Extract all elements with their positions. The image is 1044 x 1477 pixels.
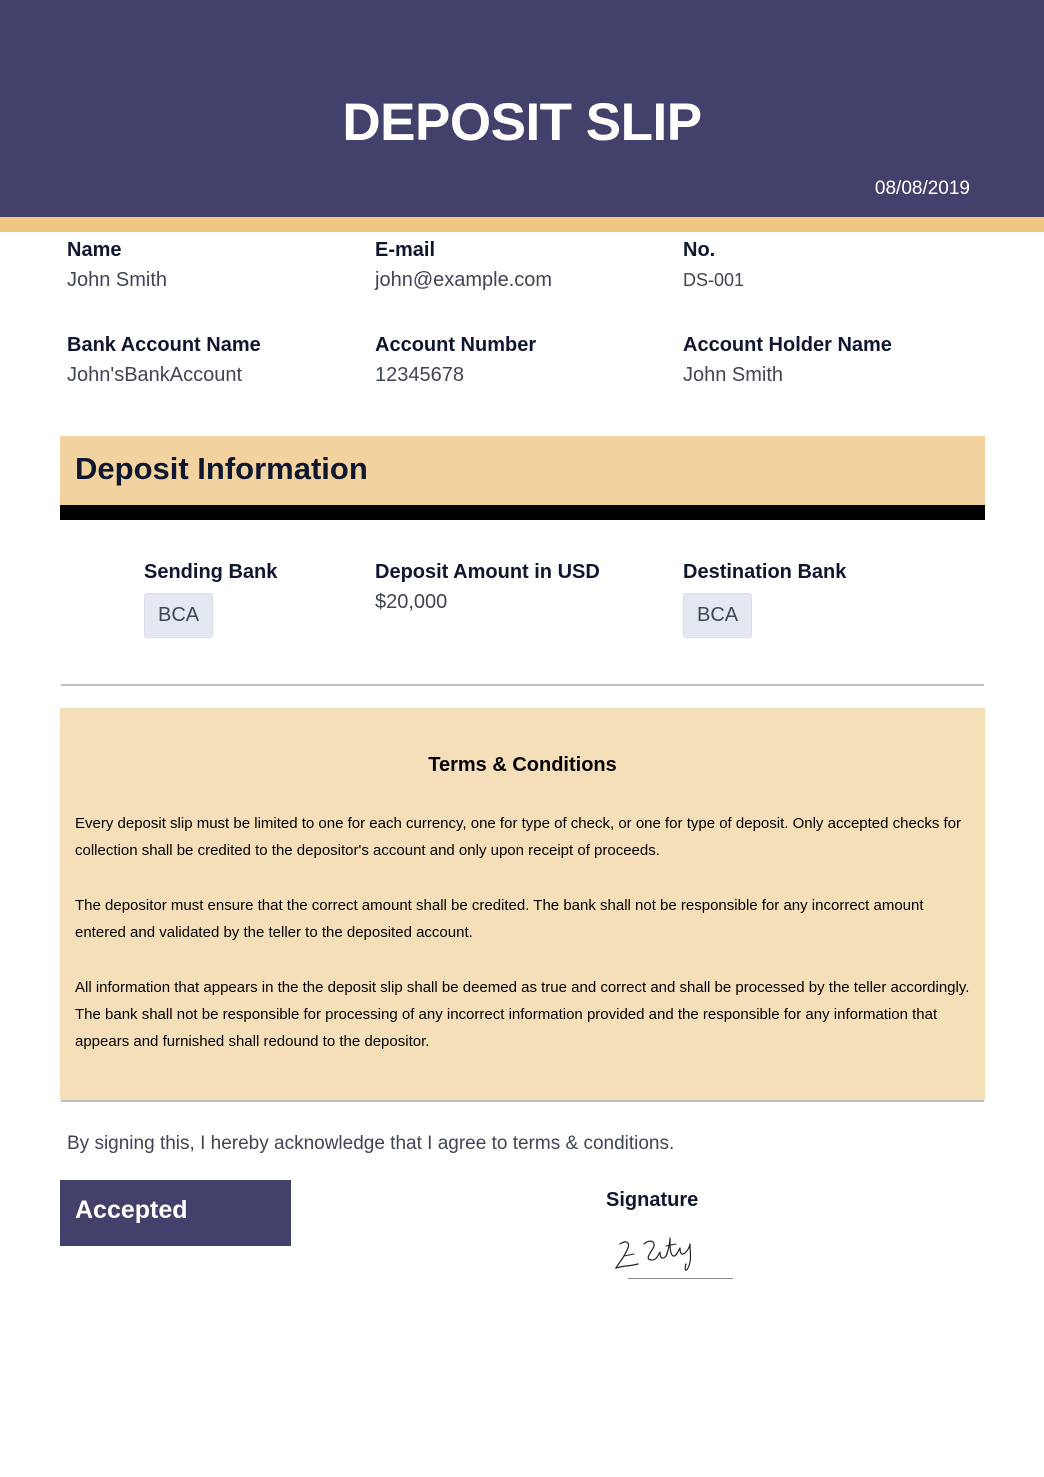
account-number-label: Account Number: [375, 334, 537, 356]
page-title: DEPOSIT SLIP: [342, 93, 702, 152]
terms-paragraph: Every deposit slip must be limited to one for each currency, one for type of check, or one for type of deposit. Only accepted checks for collection shall be credited to the depositor's account and only upon receipt of proceeds.: [75, 815, 962, 859]
sending-bank-label: Sending Bank: [144, 561, 278, 583]
destination-bank-label: Destination Bank: [683, 561, 847, 583]
deposit-amount-value: $20,000: [375, 591, 448, 613]
name-value: John Smith: [67, 269, 168, 291]
bank-account-name-field: [67, 334, 261, 387]
slip-number-field: [683, 239, 744, 291]
divider: [61, 684, 984, 686]
acknowledgement-text: By signing this, I hereby acknowledge that I agree to terms & conditions.: [67, 1133, 675, 1154]
signature-image: [612, 1230, 712, 1278]
header-banner: [0, 0, 1044, 217]
destination-bank-field: [683, 561, 846, 638]
slip-number-label: No.: [683, 239, 716, 261]
account-holder-field: [683, 334, 892, 387]
account-number-value: 12345678: [375, 364, 464, 386]
bank-account-name-label: Bank Account Name: [67, 334, 261, 356]
accent-stripe: [0, 217, 1044, 232]
terms-paragraph: The depositor must ensure that the correct amount shall be credited. The bank shall not be responsible for any incorrect amount entered and validated by the teller to the deposited account.: [75, 897, 924, 941]
deposit-section-title: Deposit Information: [75, 451, 368, 486]
email-value: john@example.com: [375, 269, 553, 291]
terms-title: Terms & Conditions: [428, 754, 617, 776]
slip-number-value: DS-001: [683, 270, 745, 290]
signature-label: Signature: [606, 1189, 699, 1211]
destination-bank-chip: BCA: [683, 593, 752, 638]
account-number-field: [375, 334, 536, 387]
account-holder-value: John Smith: [683, 364, 784, 386]
name-field: [67, 239, 167, 292]
email-label: E-mail: [375, 239, 436, 261]
email-field: [375, 239, 552, 292]
terms-box: [60, 708, 985, 1100]
accepted-status-badge: [60, 1180, 291, 1246]
terms-paragraph: All information that appears in the the deposit slip shall be deemed as true and correct and shall be processed by the teller accordingly. The bank shall not be responsible for processing of any incorrect information provided and the responsible for any information that appears and furnished shall redound to the depositor.: [75, 979, 970, 1050]
sending-bank-field: [144, 561, 277, 638]
name-label: Name: [67, 239, 122, 261]
accepted-status-label: Accepted: [75, 1196, 188, 1224]
divider: [61, 1100, 984, 1102]
signature-line: [628, 1278, 733, 1279]
section-rule: [60, 505, 985, 520]
deposit-amount-label: Deposit Amount in USD: [375, 561, 600, 583]
sending-bank-chip: BCA: [144, 593, 213, 638]
deposit-section-header: [60, 436, 985, 505]
deposit-amount-field: [375, 561, 600, 614]
account-holder-label: Account Holder Name: [683, 334, 892, 356]
bank-account-name-value: John'sBankAccount: [67, 364, 243, 386]
slip-date: 08/08/2019: [874, 178, 970, 199]
